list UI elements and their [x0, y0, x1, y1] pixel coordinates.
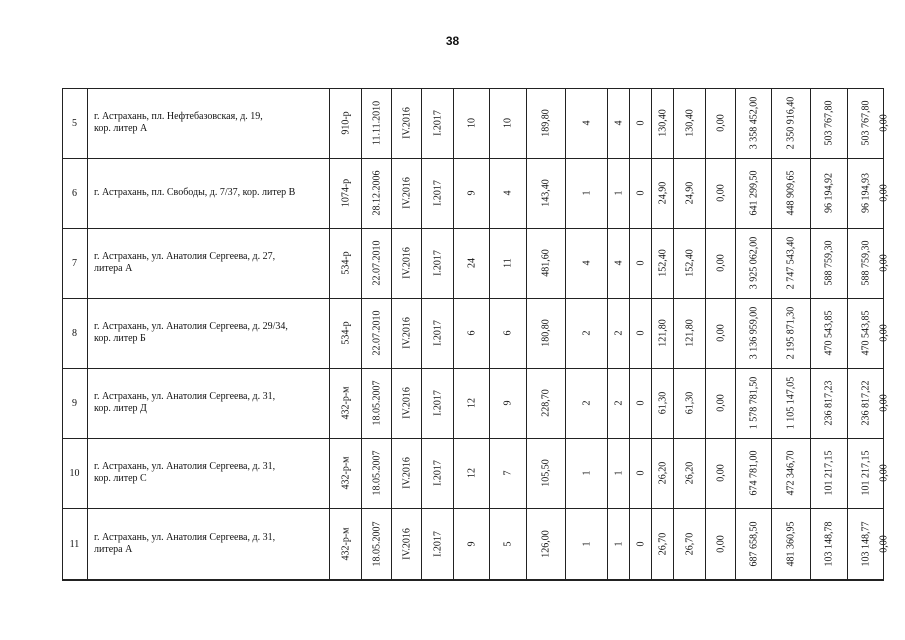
cell-c8 — [674, 298, 706, 368]
cell-text: 4 — [613, 120, 624, 126]
cell-c9 — [706, 438, 736, 508]
cell-text: 5 — [502, 541, 514, 547]
cell-doc_no — [330, 368, 362, 438]
cell-text: 1 — [581, 541, 592, 547]
cell-c10 — [736, 508, 772, 580]
cell-c10 — [736, 438, 772, 508]
cell-c2 — [490, 298, 527, 368]
cell-text: 3 925 062,00 — [748, 236, 759, 290]
cell-n: 9 — [62, 368, 88, 438]
cell-c11 — [772, 228, 811, 298]
cell-text: 11 — [502, 258, 514, 268]
cell-text: I.2017 — [432, 180, 443, 206]
cell-c12 — [811, 228, 848, 298]
cell-text: 0,00 — [878, 324, 890, 342]
cell-c5 — [608, 88, 630, 158]
cell-text: 3 136 959,00 — [748, 306, 759, 360]
cell-text: 432-р-м — [340, 456, 351, 490]
cell-text: IV.2016 — [401, 317, 412, 349]
cell-text: 432-р-м — [340, 527, 351, 561]
cell-text: I.2017 — [432, 250, 443, 276]
cell-text: 152,40 — [684, 249, 695, 277]
cell-doc_date — [362, 368, 392, 438]
cell-text: 61,30 — [657, 391, 668, 415]
cell-text: 10 — [502, 118, 514, 128]
cell-text: I.2017 — [432, 531, 443, 557]
cell-text: 0,00 — [715, 114, 726, 132]
cell-c11 — [772, 298, 811, 368]
cell-text: 0 — [635, 400, 646, 406]
cell-text: 4 — [613, 260, 624, 266]
cell-c9 — [706, 368, 736, 438]
cell-doc_no — [330, 508, 362, 580]
cell-text: IV.2016 — [401, 457, 412, 489]
cell-doc_no — [330, 438, 362, 508]
cell-text: 503 767,80 — [823, 100, 835, 146]
cell-c2 — [490, 508, 527, 580]
cell-c4 — [566, 88, 608, 158]
cell-c3 — [527, 298, 566, 368]
cell-text: 105,50 — [540, 459, 552, 487]
cell-doc_date — [362, 158, 392, 228]
cell-c4 — [566, 298, 608, 368]
cell-c11 — [772, 438, 811, 508]
cell-c3 — [527, 228, 566, 298]
cell-text: 9 — [466, 541, 477, 547]
cell-c7 — [652, 158, 674, 228]
cell-plan_to — [422, 88, 454, 158]
cell-text: 0,00 — [715, 464, 726, 482]
row-divider — [62, 368, 884, 369]
cell-c3 — [527, 438, 566, 508]
cell-text: 0,00 — [715, 324, 726, 342]
cell-c10 — [736, 88, 772, 158]
row-divider — [62, 438, 884, 439]
cell-text: 26,70 — [684, 532, 695, 556]
cell-plan_to — [422, 158, 454, 228]
cell-text: 0 — [635, 260, 646, 266]
cell-c8 — [674, 438, 706, 508]
cell-doc_date — [362, 88, 392, 158]
cell-text: 3 358 452,00 — [748, 96, 759, 150]
cell-text: 588 759,30 — [823, 240, 835, 286]
cell-text: 0,00 — [878, 254, 890, 272]
cell-n: 11 — [62, 508, 88, 580]
cell-text: 4 — [502, 190, 514, 196]
cell-doc_date — [362, 228, 392, 298]
cell-c7 — [652, 438, 674, 508]
cell-text: 588 759,30 — [860, 240, 871, 286]
cell-c6 — [630, 298, 652, 368]
cell-text: 0,00 — [715, 535, 726, 553]
cell-c6 — [630, 508, 652, 580]
cell-text: I.2017 — [432, 320, 443, 346]
cell-doc_date — [362, 508, 392, 580]
cell-text: 481 360,95 — [785, 521, 797, 567]
cell-text: 448 909,65 — [785, 170, 797, 216]
cell-text: 18.05.2007 — [371, 521, 382, 567]
cell-text: 1074-р — [340, 178, 351, 208]
cell-text: 2 195 871,30 — [785, 306, 797, 360]
cell-c1 — [454, 508, 490, 580]
cell-c5 — [608, 508, 630, 580]
cell-text: 1 — [581, 190, 592, 196]
cell-c5 — [608, 228, 630, 298]
cell-text: 0 — [635, 190, 646, 196]
cell-text: 126,00 — [540, 530, 552, 558]
cell-doc_no — [330, 88, 362, 158]
cell-plan_to — [422, 438, 454, 508]
cell-c3 — [527, 508, 566, 580]
cell-text: I.2017 — [432, 460, 443, 486]
cell-address: г. Астрахань, ул. Анатолия Сергеева, д. 31, литера А — [88, 508, 330, 580]
cell-c9 — [706, 298, 736, 368]
table-row — [62, 368, 890, 438]
cell-doc_no — [330, 158, 362, 228]
cell-text: 4 — [581, 260, 592, 266]
cell-text: 503 767,80 — [860, 100, 871, 146]
cell-text: 10 — [466, 118, 477, 128]
cell-text: 910-р — [340, 111, 351, 135]
cell-n: 8 — [62, 298, 88, 368]
row-divider — [62, 228, 884, 229]
cell-c12 — [811, 298, 848, 368]
cell-text: 0 — [635, 120, 646, 126]
cell-c6 — [630, 438, 652, 508]
cell-text: 101 217,15 — [860, 450, 871, 496]
cell-c1 — [454, 368, 490, 438]
cell-c5 — [608, 438, 630, 508]
table-row — [62, 298, 890, 368]
cell-text: 189,80 — [540, 109, 552, 137]
cell-c7 — [652, 298, 674, 368]
cell-text: 121,80 — [657, 319, 668, 347]
cell-text: 0,00 — [878, 184, 890, 202]
cell-text: 0 — [635, 541, 646, 547]
cell-text: 180,80 — [540, 319, 552, 347]
cell-plan_from — [392, 438, 422, 508]
table-row — [62, 158, 890, 228]
cell-text: 26,70 — [657, 532, 668, 556]
cell-text: 6 — [466, 330, 477, 336]
cell-c7 — [652, 88, 674, 158]
table-row — [62, 228, 890, 298]
cell-text: 0,00 — [878, 394, 890, 412]
cell-plan_from — [392, 508, 422, 580]
cell-text: 236 817,22 — [860, 380, 871, 426]
cell-c1 — [454, 88, 490, 158]
row-divider — [62, 88, 884, 89]
cell-c12 — [811, 88, 848, 158]
cell-text: 2 — [613, 330, 624, 336]
cell-c12 — [811, 508, 848, 580]
cell-c3 — [527, 368, 566, 438]
cell-text: 18.05.2007 — [371, 380, 382, 426]
cell-c10 — [736, 158, 772, 228]
cell-c2 — [490, 88, 527, 158]
cell-text: 121,80 — [684, 319, 695, 347]
cell-c1 — [454, 438, 490, 508]
cell-c2 — [490, 368, 527, 438]
cell-c4 — [566, 368, 608, 438]
cell-c1 — [454, 158, 490, 228]
cell-c11 — [772, 508, 811, 580]
cell-c4 — [566, 228, 608, 298]
cell-text: I.2017 — [432, 390, 443, 416]
cell-address: г. Астрахань, ул. Анатолия Сергеева, д. 29/34, кор. литер Б — [88, 298, 330, 368]
cell-c1 — [454, 228, 490, 298]
cell-text: IV.2016 — [401, 528, 412, 560]
cell-text: 22.07.2010 — [371, 310, 382, 356]
cell-text: 472 346,70 — [785, 450, 797, 496]
cell-c10 — [736, 298, 772, 368]
cell-text: IV.2016 — [401, 107, 412, 139]
cell-n: 5 — [62, 88, 88, 158]
cell-text: 7 — [502, 470, 514, 476]
cell-text: 130,40 — [684, 109, 695, 137]
cell-text: 1 578 781,50 — [748, 376, 759, 430]
cell-text: 103 148,78 — [823, 521, 835, 567]
cell-text: 470 543,85 — [860, 310, 871, 356]
cell-c11 — [772, 88, 811, 158]
cell-c6 — [630, 158, 652, 228]
cell-text: 26,20 — [684, 461, 695, 485]
cell-address: г. Астрахань, ул. Анатолия Сергеева, д. 27, литера А — [88, 228, 330, 298]
cell-c3 — [527, 88, 566, 158]
cell-text: 12 — [466, 398, 477, 408]
cell-doc_no — [330, 228, 362, 298]
cell-text: 11.11.2010 — [371, 100, 382, 146]
cell-text: 24,90 — [684, 181, 695, 205]
cell-c5 — [608, 298, 630, 368]
cell-c4 — [566, 158, 608, 228]
cell-text: 28.12.2006 — [371, 170, 382, 216]
cell-c6 — [630, 228, 652, 298]
cell-text: 1 — [581, 470, 592, 476]
cell-text: 22.07.2010 — [371, 240, 382, 286]
cell-c2 — [490, 158, 527, 228]
cell-text: 0 — [635, 330, 646, 336]
cell-c8 — [674, 228, 706, 298]
cell-text: 2 — [581, 330, 592, 336]
cell-address: г. Астрахань, пл. Свободы, д. 7/37, кор. литер В — [88, 158, 330, 228]
cell-text: 0,00 — [715, 184, 726, 202]
cell-text: 96 194,93 — [860, 173, 871, 213]
cell-text: 0,00 — [878, 464, 890, 482]
cell-text: 2 — [613, 400, 624, 406]
cell-c9 — [706, 88, 736, 158]
cell-n: 6 — [62, 158, 88, 228]
cell-c1 — [454, 298, 490, 368]
cell-text: 0,00 — [715, 254, 726, 272]
cell-text: 1 105 147,05 — [785, 376, 797, 430]
cell-address: г. Астрахань, ул. Анатолия Сергеева, д. 31, кор. литер С — [88, 438, 330, 508]
cell-doc_date — [362, 438, 392, 508]
cell-text: 236 817,23 — [823, 380, 835, 426]
cell-c2 — [490, 438, 527, 508]
cell-n: 7 — [62, 228, 88, 298]
cell-plan_to — [422, 508, 454, 580]
cell-c4 — [566, 438, 608, 508]
cell-c9 — [706, 158, 736, 228]
cell-text: 61,30 — [684, 391, 695, 415]
cell-c2 — [490, 228, 527, 298]
cell-text: 1 — [613, 470, 624, 476]
cell-n: 10 — [62, 438, 88, 508]
cell-c9 — [706, 508, 736, 580]
cell-c10 — [736, 228, 772, 298]
cell-text: 432-р-м — [340, 386, 351, 420]
cell-plan_to — [422, 298, 454, 368]
cell-text: 2 350 916,40 — [785, 96, 797, 150]
row-divider — [62, 508, 884, 509]
cell-plan_from — [392, 88, 422, 158]
cell-text: 0,00 — [878, 114, 890, 132]
row-divider — [62, 158, 884, 159]
cell-c7 — [652, 228, 674, 298]
cell-text: 96 194,92 — [823, 173, 835, 213]
cell-text: 534-р — [340, 251, 351, 275]
cell-c7 — [652, 368, 674, 438]
cell-text: 641 299,50 — [748, 170, 759, 216]
cell-c10 — [736, 368, 772, 438]
cell-c5 — [608, 368, 630, 438]
cell-text: 470 543,85 — [823, 310, 835, 356]
cell-text: 0 — [635, 470, 646, 476]
cell-plan_from — [392, 368, 422, 438]
row-divider — [62, 580, 884, 581]
cell-text: 1 — [613, 190, 624, 196]
row-divider — [62, 298, 884, 299]
cell-c9 — [706, 228, 736, 298]
cell-c7 — [652, 508, 674, 580]
cell-text: 0,00 — [715, 394, 726, 412]
cell-c8 — [674, 508, 706, 580]
cell-text: 101 217,15 — [823, 450, 835, 496]
cell-text: IV.2016 — [401, 177, 412, 209]
table-row — [62, 438, 890, 508]
cell-text: 9 — [466, 190, 477, 196]
cell-c3 — [527, 158, 566, 228]
page-number: 38 — [445, 34, 460, 48]
cell-text: 1 — [613, 541, 624, 547]
cell-text: 143,40 — [540, 179, 552, 207]
cell-c8 — [674, 88, 706, 158]
cell-text: IV.2016 — [401, 387, 412, 419]
cell-text: 152,40 — [657, 249, 668, 277]
cell-c11 — [772, 158, 811, 228]
cell-c12 — [811, 158, 848, 228]
cell-c8 — [674, 158, 706, 228]
cell-text: 6 — [502, 330, 514, 336]
cell-plan_from — [392, 158, 422, 228]
cell-plan_from — [392, 298, 422, 368]
cell-text: 2 — [581, 400, 592, 406]
cell-text: 9 — [502, 400, 514, 406]
cell-text: 0,00 — [878, 535, 890, 553]
table-row — [62, 508, 890, 580]
cell-text: I.2017 — [432, 110, 443, 136]
cell-text: 18.05.2007 — [371, 450, 382, 496]
cell-doc_no — [330, 298, 362, 368]
cell-text: 674 781,00 — [748, 450, 759, 496]
cell-c6 — [630, 368, 652, 438]
cell-plan_to — [422, 368, 454, 438]
cell-plan_to — [422, 228, 454, 298]
table-row — [62, 88, 890, 158]
cell-text: 24,90 — [657, 181, 668, 205]
cell-text: 2 747 543,40 — [785, 236, 797, 290]
cell-text: 4 — [581, 120, 592, 126]
cell-text: 228,70 — [540, 389, 552, 417]
cell-c8 — [674, 368, 706, 438]
cell-c5 — [608, 158, 630, 228]
cell-address: г. Астрахань, пл. Нефтебазовская, д. 19, кор. литер А — [88, 88, 330, 158]
cell-text: 103 148,77 — [860, 521, 871, 567]
cell-text: 24 — [466, 258, 477, 268]
cell-c4 — [566, 508, 608, 580]
cell-text: IV.2016 — [401, 247, 412, 279]
cell-text: 481,60 — [540, 249, 552, 277]
cell-text: 26,20 — [657, 461, 668, 485]
cell-address: г. Астрахань, ул. Анатолия Сергеева, д. 31, кор. литер Д — [88, 368, 330, 438]
cell-c12 — [811, 438, 848, 508]
cell-plan_from — [392, 228, 422, 298]
cell-text: 130,40 — [657, 109, 668, 137]
cell-text: 12 — [466, 468, 477, 478]
cell-doc_date — [362, 298, 392, 368]
cell-text: 534-р — [340, 321, 351, 345]
cell-text: 687 658,50 — [748, 521, 759, 567]
cell-c6 — [630, 88, 652, 158]
cell-c11 — [772, 368, 811, 438]
cell-c12 — [811, 368, 848, 438]
